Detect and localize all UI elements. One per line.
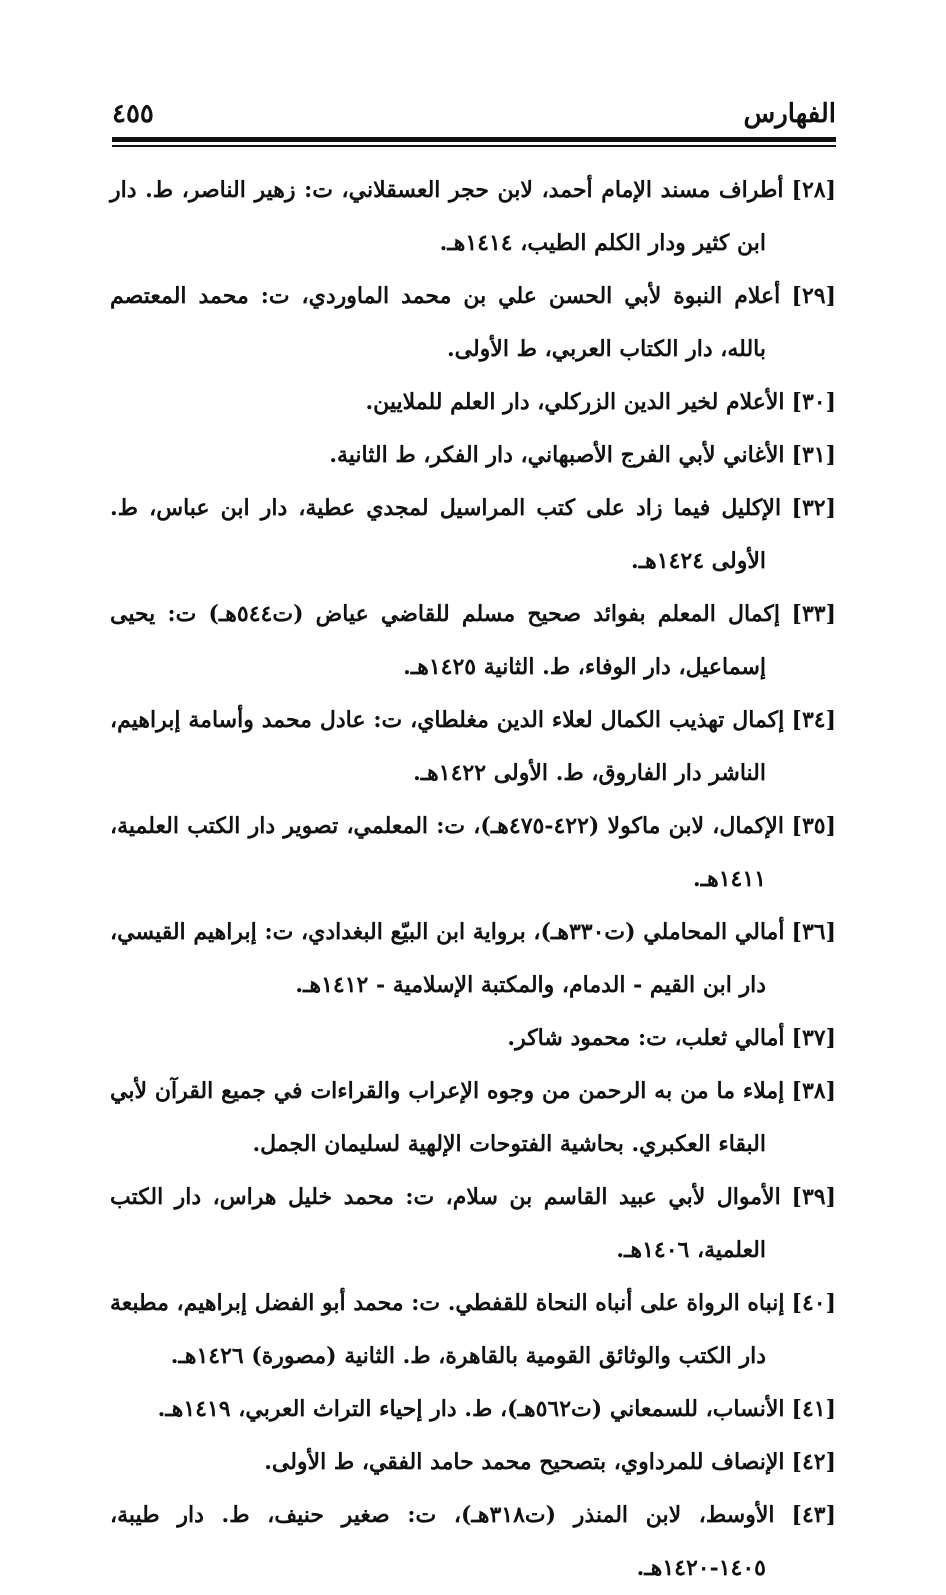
entry-text: إكمال المعلم بفوائد صحيح مسلم للقاضي عياض (ت٥٤٤هـ) ت: يحيى إسماعيل، دار الوفاء، ط. الثانية ١٤٢٥هـ. — [110, 601, 781, 680]
header-rule-thick — [112, 137, 836, 142]
entry-number: [٢٩] — [791, 283, 836, 309]
entry-number: [٣٥] — [791, 813, 836, 839]
entry-number: [٢٨] — [791, 177, 836, 203]
bibliography-entry — [110, 588, 836, 694]
entry-text: الأموال لأبي عبيد القاسم بن سلام، ت: محمد خليل هراس، دار الكتب العلمية، ١٤٠٦هـ. — [110, 1184, 781, 1263]
bibliography-entry — [110, 1065, 836, 1171]
bibliography-entry — [110, 1277, 836, 1383]
entry-text: أمالي المحاملي (ت٣٣٠هـ)، برواية ابن البيّع البغدادي، ت: إبراهيم القيسي، دار ابن القيم - الدمام، والمكتبة الإسلامية - ١٤١٢هـ. — [110, 919, 785, 998]
bibliography-entry — [110, 429, 836, 482]
bibliography-entry — [110, 906, 836, 1012]
entry-text: الإكليل فيما زاد على كتب المراسيل لمجدي عطية، دار ابن عباس، ط. الأولى ١٤٢٤هـ. — [110, 495, 782, 574]
bibliography-entry — [110, 1436, 836, 1489]
bibliography-list — [110, 164, 836, 1595]
entry-number: [٣٩] — [791, 1184, 836, 1210]
bibliography-entry — [110, 270, 836, 376]
entry-text: أمالي ثعلب، ت: محمود شاكر. — [507, 1025, 785, 1051]
bibliography-entry — [110, 694, 836, 800]
entry-text: الأنساب، للسمعاني (ت٥٦٢هـ)، ط. دار إحياء التراث العربي، ١٤١٩هـ. — [157, 1396, 785, 1422]
page-number: ٤٥٥ — [112, 99, 154, 129]
header-rule-thin — [112, 145, 836, 147]
entry-text: الأوسط، لابن المنذر (ت٣١٨هـ)، ت: صغير حنيف، ط. دار طيبة، ١٤٠٥-١٤٢٠هـ. — [110, 1502, 775, 1581]
entry-text: أطراف مسند الإمام أحمد، لابن حجر العسقلاني، ت: زهير الناصر، ط. دار ابن كثير ودار الكلم الطيب، ١٤١٤هـ. — [110, 177, 784, 256]
bibliography-entry — [110, 164, 836, 270]
entry-number: [٤١] — [791, 1396, 836, 1422]
entry-text: إنباه الرواة على أنباه النحاة للقفطي. ت: محمد أبو الفضل إبراهيم، مطبعة دار الكتب والوثائق القومية بالقاهرة، ط. الثانية (مصورة) ١٤٢٦هـ. — [110, 1290, 785, 1369]
bibliography-entry — [110, 800, 836, 906]
entry-number: [٣٦] — [791, 919, 837, 945]
bibliography-entry — [110, 482, 836, 588]
bibliography-entry — [110, 376, 836, 429]
entry-number: [٣٧] — [791, 1025, 836, 1051]
entry-number: [٤٣] — [791, 1502, 836, 1528]
section-title: الفهارس — [743, 99, 836, 129]
entry-text: إكمال تهذيب الكمال لعلاء الدين مغلطاي، ت: عادل محمد وأسامة إبراهيم، الناشر دار الفاروق، ط. الأولى ١٤٢٢هـ. — [110, 707, 785, 786]
entry-number: [٣٣] — [791, 601, 836, 627]
entry-number: [٣١] — [791, 442, 836, 468]
entry-number: [٤٢] — [791, 1449, 836, 1475]
bibliography-entry — [110, 1012, 836, 1065]
entry-number: [٣٠] — [791, 389, 836, 415]
entry-text: الأغاني لأبي الفرج الأصبهاني، دار الفكر، ط الثانية. — [329, 442, 785, 468]
entry-number: [٣٨] — [791, 1078, 836, 1104]
entry-text: الأعلام لخير الدين الزركلي، دار العلم للملايين. — [365, 389, 785, 415]
entry-number: [٤٠] — [791, 1290, 836, 1316]
entry-number: [٣٢] — [791, 495, 836, 521]
bibliography-entry — [110, 1489, 836, 1595]
entry-text: إملاء ما من به الرحمن من وجوه الإعراب والقراءات في جميع القرآن لأبي البقاء العكبري. بحاشية الفتوحات الإلهية لسليمان الجمل. — [110, 1078, 785, 1157]
entry-text: أعلام النبوة لأبي الحسن علي بن محمد الماوردي، ت: محمد المعتصم بالله، دار الكتاب العربي، ط الأولى. — [110, 283, 781, 362]
bibliography-entry — [110, 1171, 836, 1277]
entry-text: الإنصاف للمرداوي، بتصحيح محمد حامد الفقي، ط الأولى. — [264, 1449, 785, 1475]
entry-number: [٣٤] — [791, 707, 836, 733]
bibliography-entry — [110, 1383, 836, 1436]
entry-text: الإكمال، لابن ماكولا (٤٢٢-٤٧٥هـ)، ت: المعلمي، تصوير دار الكتب العلمية، ١٤١١هـ. — [110, 813, 784, 892]
page-header — [112, 96, 836, 132]
